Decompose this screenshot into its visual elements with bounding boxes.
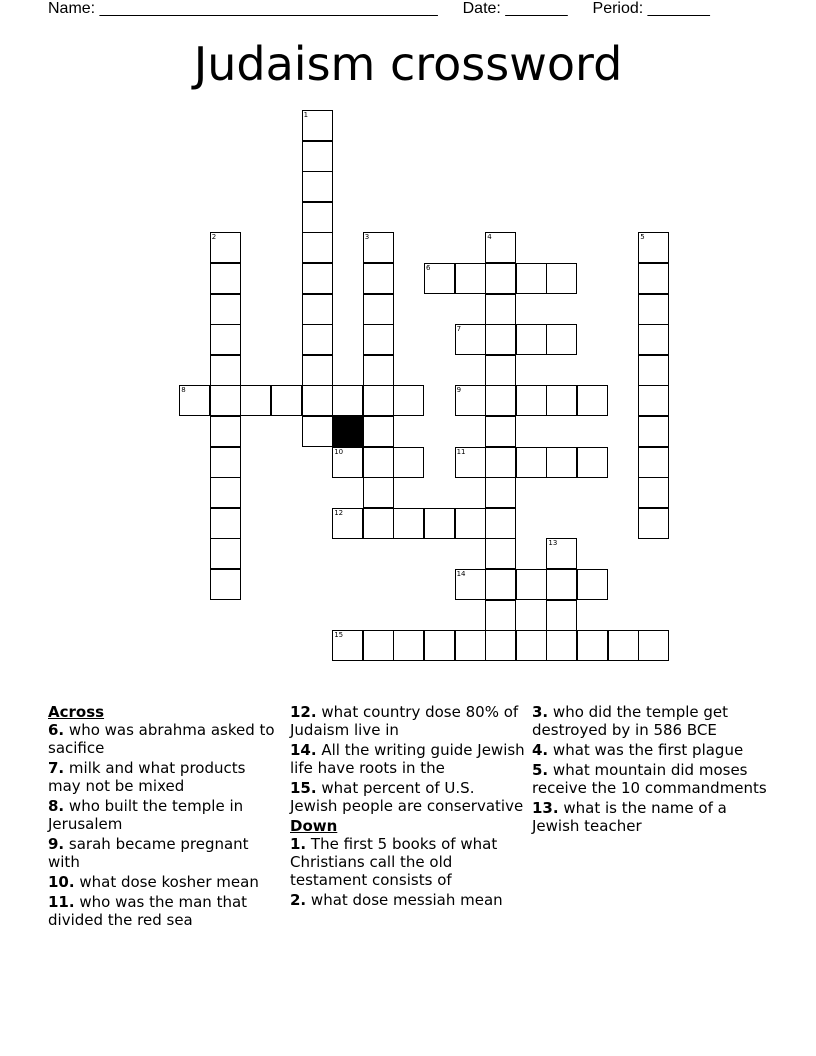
grid-cell[interactable] [210,447,241,478]
grid-cell[interactable] [363,263,394,294]
grid-cell[interactable] [302,202,333,233]
clue-text: All the writing guide Jewish life have roots in the [290,741,525,777]
clue-number: 14 [456,570,466,578]
grid-cell[interactable] [546,538,577,569]
clue [48,797,276,833]
grid-cell[interactable] [363,324,394,355]
grid-cell[interactable] [546,569,577,600]
grid-cell[interactable] [455,385,486,416]
grid-cell[interactable] [332,508,363,539]
across-heading: Across [48,703,105,721]
grid-cell[interactable] [577,569,608,600]
clue-text: who did the temple get destroyed by in 586 BCE [532,703,729,739]
grid-cell[interactable] [393,508,424,539]
grid-cell[interactable] [455,569,486,600]
grid-cell[interactable] [332,630,363,661]
clue-number-label: 13. [532,799,559,817]
grid-cell[interactable] [516,385,547,416]
grid-cell[interactable] [210,538,241,569]
grid-cell[interactable] [302,141,333,172]
grid-cell[interactable] [638,232,669,263]
grid-cell[interactable] [546,630,577,661]
grid-cell[interactable] [577,385,608,416]
across-clues [48,721,276,929]
clue-number: 9 [456,386,462,395]
clue-text: who was abrahma asked to sacifice [48,721,275,757]
grid-cell[interactable] [179,385,210,416]
page-title: Judaism crossword [193,37,623,91]
grid-cell[interactable] [485,538,516,569]
grid-cell[interactable] [302,294,333,325]
clue-number: 15 [334,631,344,640]
grid-cell[interactable] [577,447,608,478]
clue-number: 5 [640,233,645,242]
grid-cell[interactable] [485,416,516,447]
grid-cell[interactable] [210,416,241,447]
grid-cell[interactable] [210,263,241,294]
clue [532,799,768,835]
grid-cell[interactable] [516,324,547,355]
grid-cell[interactable] [363,630,394,661]
clue-text: who was the man that divided the red sea [48,893,248,929]
clue-text: what dose kosher mean [79,873,259,891]
grid-cell[interactable] [546,600,577,631]
grid-cell[interactable] [485,355,516,386]
grid-cell[interactable] [363,294,394,325]
clue [532,741,768,759]
grid-cell[interactable] [393,447,424,478]
grid-cell[interactable] [638,263,669,294]
clue-number: 2 [211,233,217,242]
clue-text: sarah became pregnant with [48,835,249,871]
clue-number-label: 2. [290,891,307,909]
grid-cell[interactable] [363,416,394,447]
grid-cell[interactable] [638,630,669,661]
grid-cell[interactable] [393,385,424,416]
clue [532,703,768,739]
grid-cell[interactable] [455,630,486,661]
clue-number: 3 [364,233,370,242]
grid-cell[interactable] [363,508,394,539]
clue [532,761,768,797]
clue-number-label: 12. [290,703,317,721]
grid-cell[interactable] [363,232,394,263]
clue-number: 4 [487,233,492,242]
clue-number-label: 10. [48,873,75,891]
grid-cell[interactable] [210,569,241,600]
grid-cell[interactable] [485,630,516,661]
clue-number: 6 [426,264,431,272]
grid-cell[interactable] [302,416,333,447]
clue-number-label: 6. [48,721,65,739]
clue [48,873,276,891]
clue [290,741,526,777]
grid-cell[interactable] [485,385,516,416]
clue-text: who built the temple in Jerusalem [48,797,244,833]
clue-number-label: 11. [48,893,75,911]
grid-cell[interactable] [516,447,547,478]
clue-text: what mountain did moses receive the 10 commandments [532,761,767,797]
clue-number: 1 [303,111,309,119]
clue-number-label: 1. [290,835,307,853]
clue [290,891,526,909]
down-clues [290,835,526,909]
clue [48,893,276,929]
clue-number-label: 4. [532,741,549,759]
clue-number-label: 15. [290,779,317,797]
clue-number-label: 3. [532,703,549,721]
clue-number: 8 [181,386,186,395]
grid-cell[interactable] [516,569,547,600]
grid-cell[interactable] [332,447,363,478]
grid-cell[interactable] [546,447,577,478]
grid-cell[interactable] [455,324,486,355]
grid-cell[interactable] [210,477,241,508]
grid-cell[interactable] [546,324,577,355]
grid-cell[interactable] [638,447,669,478]
grid-cell[interactable] [332,385,363,416]
grid-cell[interactable] [455,447,486,478]
clue-number: 7 [456,325,462,334]
down-clues-continued [532,703,768,835]
grid-cell[interactable] [363,477,394,508]
grid-cell[interactable] [363,385,394,416]
grid-cell[interactable] [638,324,669,355]
clue-text: what country dose 80% of Judaism live in [290,703,519,739]
grid-cell[interactable] [577,630,608,661]
clue [48,721,276,757]
grid-cell[interactable] [638,508,669,539]
grid-cell[interactable] [638,294,669,325]
grid-cell[interactable] [516,263,547,294]
grid-cell[interactable] [363,447,394,478]
grid-cell[interactable] [210,324,241,355]
black-cell [332,416,363,447]
grid-cell[interactable] [638,477,669,508]
clue-number: 13 [548,539,558,548]
grid-cell[interactable] [240,385,271,416]
grid-cell[interactable] [455,508,486,539]
grid-cell[interactable] [546,263,577,294]
grid-cell[interactable] [516,630,547,661]
grid-cell[interactable] [485,569,516,600]
clue-number-label: 5. [532,761,549,779]
name-field[interactable]: Name: ______________________________________ [48,0,438,17]
clue [48,835,276,871]
grid-cell[interactable] [302,232,333,263]
grid-cell[interactable] [271,385,302,416]
grid-cell[interactable] [424,630,455,661]
down-heading: Down [290,817,338,835]
grid-cell[interactable] [485,600,516,631]
clue-column-3 [532,703,768,837]
grid-cell[interactable] [485,508,516,539]
grid-cell[interactable] [485,477,516,508]
grid-cell[interactable] [638,385,669,416]
clue-column-2 [290,703,526,911]
grid-cell[interactable] [485,447,516,478]
grid-cell[interactable] [485,232,516,263]
clue-text: what was the first plague [552,741,744,759]
grid-cell[interactable] [455,263,486,294]
grid-cell[interactable] [608,630,639,661]
grid-cell[interactable] [210,232,241,263]
clue [48,759,276,795]
clue-number-label: 9. [48,835,65,853]
clue [290,703,526,739]
clue-text: what dose messiah mean [310,891,503,909]
grid-cell[interactable] [210,508,241,539]
grid-cell[interactable] [424,263,455,294]
grid-cell[interactable] [485,294,516,325]
clue [290,779,526,815]
grid-cell[interactable] [302,263,333,294]
clue-number: 11 [456,447,466,456]
grid-cell[interactable] [638,355,669,386]
clue-number-label: 8. [48,797,65,815]
clue-text: The first 5 books of what Christians call the old testament consists of [290,835,498,889]
header [48,0,710,18]
clue-number: 10 [334,447,344,456]
clue-column-1 [48,703,276,931]
grid-cell[interactable] [302,355,333,386]
grid-cell[interactable] [210,294,241,325]
across-clues-continued [290,703,526,815]
date-field[interactable]: Date: _______ [462,0,568,17]
grid-cell[interactable] [485,324,516,355]
clue-number: 12 [334,508,344,517]
grid-cell[interactable] [210,355,241,386]
grid-cell[interactable] [485,263,516,294]
grid-cell[interactable] [302,171,333,202]
grid-cell[interactable] [546,385,577,416]
grid-cell[interactable] [363,355,394,386]
clue-number-label: 14. [290,741,317,759]
clue [290,835,526,889]
grid-cell[interactable] [393,630,424,661]
clue-text: what is the name of a Jewish teacher [532,799,727,835]
clue-number-label: 7. [48,759,65,777]
grid-cell[interactable] [302,385,333,416]
grid-cell[interactable] [210,385,241,416]
grid-cell[interactable] [302,110,333,141]
grid-cell[interactable] [638,416,669,447]
grid-cell[interactable] [302,324,333,355]
period-field[interactable]: Period: _______ [592,0,710,17]
grid-cell[interactable] [424,508,455,539]
clue-text: milk and what products may not be mixed [48,759,246,795]
clue-text: what percent of U.S. Jewish people are conservative [290,779,524,815]
